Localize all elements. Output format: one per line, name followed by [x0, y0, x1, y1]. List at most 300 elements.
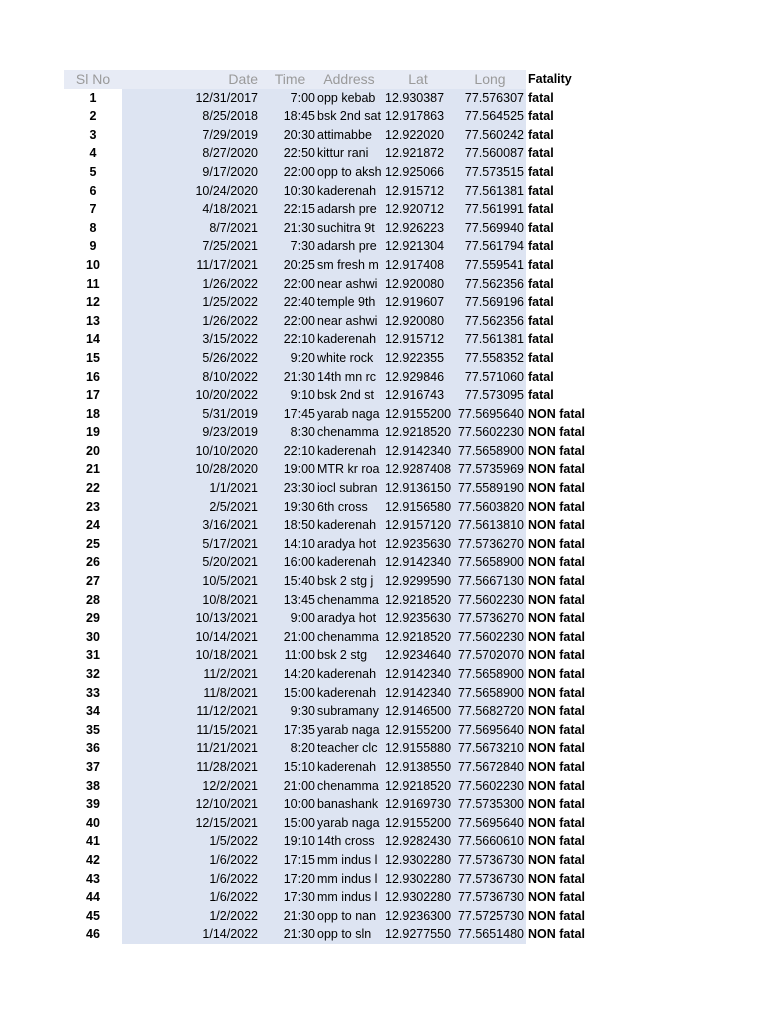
cell-sl-no: 25 — [64, 535, 122, 554]
cell-lat: 12.915712 — [382, 182, 454, 201]
cell-long: 77.5682720 — [454, 702, 526, 721]
cell-lat: 12.917408 — [382, 256, 454, 275]
table-row — [64, 498, 596, 517]
cell-sl-no: 21 — [64, 460, 122, 479]
cell-time: 9:20 — [264, 349, 316, 368]
cell-time: 17:15 — [264, 851, 316, 870]
cell-long: 77.5602230 — [454, 777, 526, 796]
cell-lat: 12.9146500 — [382, 702, 454, 721]
cell-long: 77.558352 — [454, 349, 526, 368]
table-row — [64, 777, 596, 796]
cell-time: 18:45 — [264, 107, 316, 126]
cell-fatality: NON fatal — [526, 423, 596, 442]
cell-lat: 12.929846 — [382, 368, 454, 387]
cell-address: bsk 2nd sat — [316, 107, 382, 126]
cell-date: 10/28/2020 — [122, 460, 264, 479]
cell-address: opp kebab — [316, 89, 382, 108]
cell-lat: 12.925066 — [382, 163, 454, 182]
cell-fatality: NON fatal — [526, 591, 596, 610]
table-row — [64, 907, 596, 926]
cell-long: 77.5736730 — [454, 888, 526, 907]
cell-address: kaderenah — [316, 442, 382, 461]
table-row — [64, 182, 596, 201]
cell-date: 11/28/2021 — [122, 758, 264, 777]
table-row — [64, 516, 596, 535]
cell-long: 77.560087 — [454, 144, 526, 163]
header-sl-no: Sl No — [64, 70, 122, 89]
cell-time: 18:50 — [264, 516, 316, 535]
cell-long: 77.561381 — [454, 182, 526, 201]
cell-address: near ashwi — [316, 275, 382, 294]
cell-fatality: NON fatal — [526, 832, 596, 851]
cell-long: 77.5658900 — [454, 442, 526, 461]
cell-address: mm indus l — [316, 851, 382, 870]
cell-date: 11/21/2021 — [122, 739, 264, 758]
cell-address: mm indus l — [316, 870, 382, 889]
cell-fatality: NON fatal — [526, 925, 596, 944]
table-row — [64, 107, 596, 126]
table-row — [64, 386, 596, 405]
cell-address: bsk 2nd st — [316, 386, 382, 405]
cell-sl-no: 26 — [64, 553, 122, 572]
cell-sl-no: 9 — [64, 237, 122, 256]
cell-lat: 12.9218520 — [382, 591, 454, 610]
cell-fatality: NON fatal — [526, 460, 596, 479]
cell-lat: 12.926223 — [382, 219, 454, 238]
cell-date: 10/18/2021 — [122, 646, 264, 665]
table-row — [64, 814, 596, 833]
cell-long: 77.5651480 — [454, 925, 526, 944]
cell-date: 11/15/2021 — [122, 721, 264, 740]
cell-sl-no: 7 — [64, 200, 122, 219]
table-row — [64, 665, 596, 684]
cell-sl-no: 24 — [64, 516, 122, 535]
cell-sl-no: 45 — [64, 907, 122, 926]
cell-lat: 12.9218520 — [382, 423, 454, 442]
header-time: Time — [264, 70, 316, 89]
cell-address: sm fresh m — [316, 256, 382, 275]
cell-fatality: NON fatal — [526, 516, 596, 535]
cell-lat: 12.915712 — [382, 330, 454, 349]
cell-fatality: fatal — [526, 256, 596, 275]
cell-date: 10/13/2021 — [122, 609, 264, 628]
cell-sl-no: 16 — [64, 368, 122, 387]
cell-fatality: fatal — [526, 89, 596, 108]
cell-time: 17:30 — [264, 888, 316, 907]
cell-lat: 12.9155200 — [382, 405, 454, 424]
cell-long: 77.5602230 — [454, 423, 526, 442]
cell-lat: 12.9142340 — [382, 442, 454, 461]
table-row — [64, 851, 596, 870]
cell-time: 20:30 — [264, 126, 316, 145]
cell-long: 77.5658900 — [454, 553, 526, 572]
cell-address: kaderenah — [316, 758, 382, 777]
cell-sl-no: 41 — [64, 832, 122, 851]
cell-long: 77.5613810 — [454, 516, 526, 535]
cell-lat: 12.9235630 — [382, 609, 454, 628]
cell-time: 17:35 — [264, 721, 316, 740]
cell-date: 1/26/2022 — [122, 275, 264, 294]
cell-long: 77.5602230 — [454, 628, 526, 647]
table-row — [64, 702, 596, 721]
cell-fatality: NON fatal — [526, 907, 596, 926]
cell-date: 10/10/2020 — [122, 442, 264, 461]
cell-lat: 12.922355 — [382, 349, 454, 368]
cell-address: mm indus l — [316, 888, 382, 907]
cell-lat: 12.9155200 — [382, 814, 454, 833]
cell-fatality: fatal — [526, 219, 596, 238]
cell-date: 11/8/2021 — [122, 684, 264, 703]
cell-time: 8:30 — [264, 423, 316, 442]
accident-table — [64, 70, 596, 944]
cell-fatality: NON fatal — [526, 628, 596, 647]
cell-address: kaderenah — [316, 182, 382, 201]
cell-address: attimabbe — [316, 126, 382, 145]
cell-address: kaderenah — [316, 516, 382, 535]
cell-address: chenamma — [316, 423, 382, 442]
cell-date: 1/6/2022 — [122, 870, 264, 889]
cell-fatality: fatal — [526, 107, 596, 126]
cell-date: 8/10/2022 — [122, 368, 264, 387]
cell-lat: 12.9235630 — [382, 535, 454, 554]
cell-long: 77.573515 — [454, 163, 526, 182]
cell-long: 77.569940 — [454, 219, 526, 238]
cell-lat: 12.9287408 — [382, 460, 454, 479]
cell-time: 22:50 — [264, 144, 316, 163]
cell-fatality: fatal — [526, 330, 596, 349]
cell-lat: 12.9302280 — [382, 888, 454, 907]
cell-fatality: NON fatal — [526, 721, 596, 740]
cell-fatality: fatal — [526, 200, 596, 219]
cell-address: chenamma — [316, 591, 382, 610]
cell-long: 77.5736270 — [454, 535, 526, 554]
cell-fatality: NON fatal — [526, 758, 596, 777]
cell-time: 7:30 — [264, 237, 316, 256]
cell-lat: 12.9155880 — [382, 739, 454, 758]
cell-lat: 12.9142340 — [382, 553, 454, 572]
cell-long: 77.5736730 — [454, 851, 526, 870]
cell-long: 77.559541 — [454, 256, 526, 275]
cell-lat: 12.921304 — [382, 237, 454, 256]
cell-address: yarab naga — [316, 814, 382, 833]
cell-sl-no: 5 — [64, 163, 122, 182]
cell-address: kaderenah — [316, 330, 382, 349]
cell-time: 22:40 — [264, 293, 316, 312]
cell-lat: 12.9157120 — [382, 516, 454, 535]
cell-time: 22:10 — [264, 330, 316, 349]
cell-date: 1/6/2022 — [122, 888, 264, 907]
table-row — [64, 479, 596, 498]
cell-fatality: NON fatal — [526, 684, 596, 703]
cell-date: 12/10/2021 — [122, 795, 264, 814]
cell-date: 5/17/2021 — [122, 535, 264, 554]
cell-date: 9/17/2020 — [122, 163, 264, 182]
cell-fatality: NON fatal — [526, 851, 596, 870]
cell-address: adarsh pre — [316, 200, 382, 219]
header-address: Address — [316, 70, 382, 89]
cell-fatality: NON fatal — [526, 870, 596, 889]
cell-time: 21:30 — [264, 219, 316, 238]
cell-lat: 12.9136150 — [382, 479, 454, 498]
cell-address: 14th cross — [316, 832, 382, 851]
table-row — [64, 423, 596, 442]
cell-address: subramany — [316, 702, 382, 721]
cell-date: 10/8/2021 — [122, 591, 264, 610]
header-row — [64, 70, 596, 89]
cell-address: MTR kr roa — [316, 460, 382, 479]
cell-sl-no: 22 — [64, 479, 122, 498]
cell-long: 77.561381 — [454, 330, 526, 349]
cell-date: 5/31/2019 — [122, 405, 264, 424]
cell-fatality: NON fatal — [526, 646, 596, 665]
cell-time: 19:30 — [264, 498, 316, 517]
cell-time: 22:15 — [264, 200, 316, 219]
cell-fatality: fatal — [526, 182, 596, 201]
table-row — [64, 795, 596, 814]
cell-address: yarab naga — [316, 405, 382, 424]
table-row — [64, 330, 596, 349]
table-row — [64, 219, 596, 238]
cell-date: 11/17/2021 — [122, 256, 264, 275]
table-row — [64, 721, 596, 740]
cell-sl-no: 14 — [64, 330, 122, 349]
cell-lat: 12.9138550 — [382, 758, 454, 777]
cell-date: 10/5/2021 — [122, 572, 264, 591]
cell-time: 15:40 — [264, 572, 316, 591]
cell-time: 9:00 — [264, 609, 316, 628]
cell-long: 77.5695640 — [454, 405, 526, 424]
cell-sl-no: 30 — [64, 628, 122, 647]
cell-lat: 12.9142340 — [382, 665, 454, 684]
cell-address: near ashwi — [316, 312, 382, 331]
cell-lat: 12.9299590 — [382, 572, 454, 591]
cell-fatality: fatal — [526, 349, 596, 368]
table-row — [64, 349, 596, 368]
cell-fatality: NON fatal — [526, 405, 596, 424]
cell-address: 6th cross — [316, 498, 382, 517]
cell-fatality: NON fatal — [526, 702, 596, 721]
cell-long: 77.560242 — [454, 126, 526, 145]
cell-address: kaderenah — [316, 665, 382, 684]
cell-sl-no: 28 — [64, 591, 122, 610]
cell-long: 77.5695640 — [454, 721, 526, 740]
cell-sl-no: 46 — [64, 925, 122, 944]
cell-sl-no: 3 — [64, 126, 122, 145]
cell-fatality: NON fatal — [526, 777, 596, 796]
table-row — [64, 609, 596, 628]
cell-lat: 12.920712 — [382, 200, 454, 219]
cell-date: 4/18/2021 — [122, 200, 264, 219]
cell-time: 15:00 — [264, 814, 316, 833]
cell-sl-no: 17 — [64, 386, 122, 405]
cell-date: 1/25/2022 — [122, 293, 264, 312]
cell-fatality: fatal — [526, 163, 596, 182]
cell-time: 11:00 — [264, 646, 316, 665]
cell-long: 77.569196 — [454, 293, 526, 312]
header-date: Date — [122, 70, 264, 89]
table-row — [64, 275, 596, 294]
cell-date: 5/26/2022 — [122, 349, 264, 368]
cell-long: 77.571060 — [454, 368, 526, 387]
cell-address: aradya hot — [316, 535, 382, 554]
cell-long: 77.5660610 — [454, 832, 526, 851]
cell-sl-no: 12 — [64, 293, 122, 312]
cell-address: temple 9th — [316, 293, 382, 312]
table-row — [64, 126, 596, 145]
cell-lat: 12.9155200 — [382, 721, 454, 740]
cell-lat: 12.9302280 — [382, 851, 454, 870]
cell-fatality: NON fatal — [526, 888, 596, 907]
cell-sl-no: 38 — [64, 777, 122, 796]
cell-date: 7/25/2021 — [122, 237, 264, 256]
cell-address: yarab naga — [316, 721, 382, 740]
cell-date: 7/29/2019 — [122, 126, 264, 145]
cell-date: 8/25/2018 — [122, 107, 264, 126]
cell-address: chenamma — [316, 777, 382, 796]
cell-long: 77.5667130 — [454, 572, 526, 591]
cell-address: iocl subran — [316, 479, 382, 498]
cell-address: aradya hot — [316, 609, 382, 628]
table-row — [64, 163, 596, 182]
cell-date: 1/2/2022 — [122, 907, 264, 926]
cell-sl-no: 23 — [64, 498, 122, 517]
cell-long: 77.5672840 — [454, 758, 526, 777]
cell-lat: 12.9277550 — [382, 925, 454, 944]
cell-long: 77.5736730 — [454, 870, 526, 889]
cell-sl-no: 18 — [64, 405, 122, 424]
cell-sl-no: 43 — [64, 870, 122, 889]
cell-date: 12/15/2021 — [122, 814, 264, 833]
cell-date: 12/31/2017 — [122, 89, 264, 108]
cell-date: 10/20/2022 — [122, 386, 264, 405]
cell-fatality: NON fatal — [526, 442, 596, 461]
cell-date: 1/14/2022 — [122, 925, 264, 944]
cell-sl-no: 4 — [64, 144, 122, 163]
table-row — [64, 535, 596, 554]
cell-address: suchitra 9t — [316, 219, 382, 238]
cell-time: 9:10 — [264, 386, 316, 405]
cell-sl-no: 39 — [64, 795, 122, 814]
cell-lat: 12.9234640 — [382, 646, 454, 665]
cell-address: bsk 2 stg — [316, 646, 382, 665]
cell-lat: 12.919607 — [382, 293, 454, 312]
cell-long: 77.562356 — [454, 275, 526, 294]
cell-address: banashank — [316, 795, 382, 814]
cell-fatality: NON fatal — [526, 814, 596, 833]
cell-lat: 12.930387 — [382, 89, 454, 108]
cell-time: 14:20 — [264, 665, 316, 684]
cell-time: 14:10 — [264, 535, 316, 554]
cell-sl-no: 34 — [64, 702, 122, 721]
cell-lat: 12.921872 — [382, 144, 454, 163]
cell-lat: 12.9218520 — [382, 628, 454, 647]
cell-lat: 12.917863 — [382, 107, 454, 126]
cell-sl-no: 10 — [64, 256, 122, 275]
cell-lat: 12.920080 — [382, 275, 454, 294]
cell-fatality: NON fatal — [526, 609, 596, 628]
cell-sl-no: 15 — [64, 349, 122, 368]
cell-lat: 12.9169730 — [382, 795, 454, 814]
cell-fatality: NON fatal — [526, 535, 596, 554]
table-row — [64, 200, 596, 219]
cell-date: 10/14/2021 — [122, 628, 264, 647]
cell-lat: 12.920080 — [382, 312, 454, 331]
cell-time: 15:00 — [264, 684, 316, 703]
cell-sl-no: 1 — [64, 89, 122, 108]
table-row — [64, 368, 596, 387]
cell-long: 77.576307 — [454, 89, 526, 108]
cell-sl-no: 42 — [64, 851, 122, 870]
cell-sl-no: 40 — [64, 814, 122, 833]
cell-long: 77.5658900 — [454, 684, 526, 703]
cell-lat: 12.9282430 — [382, 832, 454, 851]
table-row — [64, 293, 596, 312]
cell-long: 77.5603820 — [454, 498, 526, 517]
cell-lat: 12.922020 — [382, 126, 454, 145]
cell-fatality: fatal — [526, 275, 596, 294]
cell-sl-no: 35 — [64, 721, 122, 740]
cell-fatality: fatal — [526, 312, 596, 331]
cell-lat: 12.9156580 — [382, 498, 454, 517]
cell-date: 9/23/2019 — [122, 423, 264, 442]
cell-fatality: NON fatal — [526, 572, 596, 591]
cell-long: 77.5725730 — [454, 907, 526, 926]
table-row — [64, 591, 596, 610]
cell-date: 11/12/2021 — [122, 702, 264, 721]
cell-time: 10:00 — [264, 795, 316, 814]
cell-sl-no: 6 — [64, 182, 122, 201]
cell-lat: 12.9236300 — [382, 907, 454, 926]
cell-fatality: fatal — [526, 293, 596, 312]
cell-long: 77.5735300 — [454, 795, 526, 814]
cell-date: 3/16/2021 — [122, 516, 264, 535]
cell-sl-no: 13 — [64, 312, 122, 331]
cell-long: 77.5673210 — [454, 739, 526, 758]
cell-sl-no: 44 — [64, 888, 122, 907]
table-row — [64, 628, 596, 647]
table-row — [64, 442, 596, 461]
cell-time: 23:30 — [264, 479, 316, 498]
cell-time: 16:00 — [264, 553, 316, 572]
table-row — [64, 684, 596, 703]
cell-fatality: fatal — [526, 386, 596, 405]
table-row — [64, 89, 596, 108]
cell-date: 8/27/2020 — [122, 144, 264, 163]
cell-long: 77.5695640 — [454, 814, 526, 833]
table-row — [64, 553, 596, 572]
cell-date: 2/5/2021 — [122, 498, 264, 517]
cell-time: 20:25 — [264, 256, 316, 275]
cell-fatality: NON fatal — [526, 665, 596, 684]
cell-long: 77.573095 — [454, 386, 526, 405]
cell-fatality: NON fatal — [526, 498, 596, 517]
cell-address: opp to nan — [316, 907, 382, 926]
cell-sl-no: 20 — [64, 442, 122, 461]
cell-sl-no: 2 — [64, 107, 122, 126]
cell-date: 12/2/2021 — [122, 777, 264, 796]
cell-address: chenamma — [316, 628, 382, 647]
cell-sl-no: 29 — [64, 609, 122, 628]
table-row — [64, 460, 596, 479]
table-row — [64, 405, 596, 424]
table-row — [64, 832, 596, 851]
cell-date: 8/7/2021 — [122, 219, 264, 238]
cell-address: white rock — [316, 349, 382, 368]
cell-long: 77.5602230 — [454, 591, 526, 610]
cell-date: 1/1/2021 — [122, 479, 264, 498]
cell-time: 7:00 — [264, 89, 316, 108]
cell-time: 21:30 — [264, 368, 316, 387]
